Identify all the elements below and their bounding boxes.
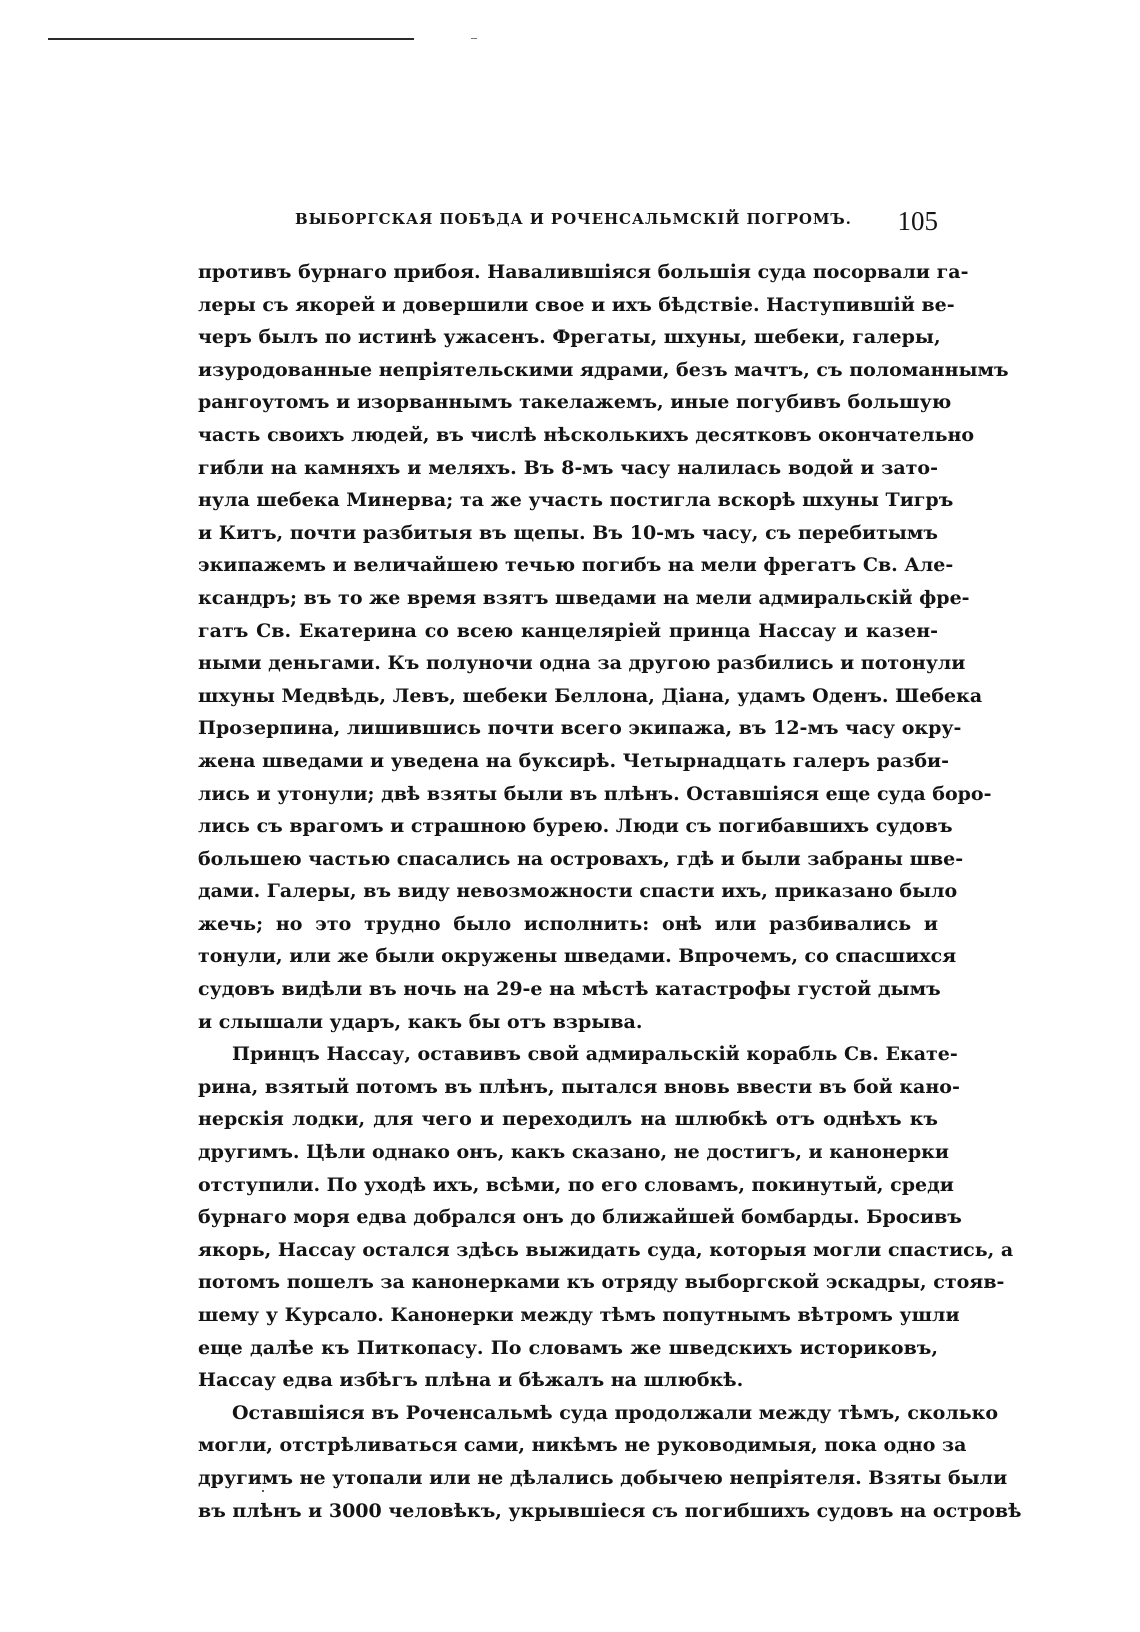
text-line: ными деньгами. Къ полуночи одна за другою разбились и потонули: [198, 652, 966, 675]
text-line: рина, взятый потомъ въ плѣнъ, пытался вновь ввести въ бой кано-: [198, 1075, 960, 1098]
text-line: бурнаго моря едва добрался онъ до ближайшей бомбарды. Бросивъ: [198, 1206, 962, 1229]
text-line: изуродованные непріятельскими ядрами, безъ мачтъ, съ поломаннымъ: [198, 358, 1009, 381]
text-line: другимъ не утопали или не дѣлались добычею непріятеля. Взяты были: [198, 1466, 1008, 1489]
text-line: шхуны Медвѣдь, Левъ, шебеки Беллона, Діана, удамъ Оденъ. Шебека: [198, 684, 983, 707]
text-line: шему у Курсало. Канонерки между тѣмъ попутнымъ вѣтромъ ушли: [198, 1304, 960, 1326]
text-line: гатъ Св. Екатерина со всею канцеляріей принца Нассау и казен-: [198, 619, 938, 642]
running-head: [295, 206, 938, 240]
text-line: противъ бурнаго прибоя. Навалившіяся большія суда посорвали га-: [198, 261, 969, 283]
body-text: [198, 256, 1022, 1527]
page-number: 105: [897, 206, 938, 236]
text-line: Оставшіяся въ Роченсальмѣ суда продолжали между тѣмъ, сколько: [232, 1401, 999, 1424]
text-line: черъ былъ по истинѣ ужасенъ. Фрегаты, шхуны, шебеки, галеры,: [198, 326, 941, 349]
text-line: большею частью спасались на островахъ, гдѣ и были забраны шве-: [198, 847, 964, 870]
scan-speck: [262, 1490, 264, 1492]
text-line: жечь; но это трудно было исполнить: онѣ или разбивались и: [198, 912, 938, 935]
text-line: нула шебека Минерва; та же участь постигла вскорѣ шхуны Тигръ: [198, 489, 954, 512]
text-line: въ плѣнъ и 3000 человѣкъ, укрывшіеся съ погибшихъ судовъ на островѣ: [198, 1499, 1022, 1522]
text-line: Принцъ Нассау, оставивъ свой адмиральскій корабль Св. Екате-: [232, 1043, 958, 1066]
text-line: судовъ видѣли въ ночь на 29-е на мѣстѣ катастрофы густой дымъ: [198, 978, 941, 1001]
text-line: другимъ. Цѣли однако онъ, какъ сказано, не достигъ, и канонерки: [198, 1141, 949, 1164]
text-line: и Китъ, почти разбитыя въ щепы. Въ 10-мъ часу, съ перебитымъ: [198, 521, 938, 544]
text-line: леры съ якорей и довершили свое и ихъ бѣдствіе. Наступившій ве-: [198, 293, 955, 316]
text-line: тонули, или же были окружены шведами. Впрочемъ, со спасшихся: [198, 945, 957, 968]
text-line: еще далѣе къ Питкопасу. По словамъ же шведскихъ историковъ,: [198, 1336, 938, 1359]
text-line: дами. Галеры, въ виду невозможности спасти ихъ, приказано было: [198, 880, 958, 903]
text-line: лись съ врагомъ и страшною бурею. Люди съ погибавшихъ судовъ: [198, 815, 953, 838]
text-line: рангоутомъ и изорваннымъ такелажемъ, иные погубивъ большую: [198, 391, 952, 414]
text-line: жена шведами и уведена на буксирѣ. Четырнадцать галеръ разби-: [198, 749, 950, 772]
text-line: Прозерпина, лишившись почти всего экипажа, въ 12-мъ часу окру-: [198, 717, 962, 740]
text-line: якорь, Нассау остался здѣсь выжидать суда, которыя могли спастись, а: [198, 1238, 1014, 1261]
text-line: ксандръ; въ то же время взятъ шведами на мели адмиральскій фре-: [198, 586, 970, 609]
text-line: Нассау едва избѣгъ плѣна и бѣжалъ на шлюбкѣ.: [198, 1369, 744, 1392]
scan-mark: [471, 38, 477, 39]
text-line: лись и утонули; двѣ взяты были въ плѣнъ. Оставшіяся еще суда боро-: [198, 782, 992, 805]
text-line: могли, отстрѣливаться сами, никѣмъ не руководимыя, пока одно за: [198, 1434, 967, 1457]
text-line: нерскія лодки, для чего и переходилъ на шлюбкѣ отъ однѣхъ къ: [198, 1108, 938, 1131]
text-line: гибли на камняхъ и меляхъ. Въ 8-мъ часу налилась водой и зато-: [198, 456, 938, 479]
text-line: отступили. По уходѣ ихъ, всѣми, по его словамъ, покинутый, среди: [198, 1173, 954, 1196]
text-line: экипажемъ и величайшею течью погибъ на мели фрегатъ Св. Але-: [198, 554, 954, 577]
text-line: часть своихъ людей, въ числѣ нѣсколькихъ десятковъ окончательно: [198, 423, 975, 446]
text-line: и слышали ударъ, какъ бы отъ взрыва.: [198, 1010, 643, 1033]
text-line: потомъ пошелъ за канонерками къ отряду выборгской эскадры, стояв-: [198, 1271, 1005, 1294]
top-rule-divider: [48, 38, 414, 40]
running-title: ВЫБОРГСКАЯ ПОБѢДА И РОЧЕНСАЛЬМСКІЙ ПОГРОМЪ.: [295, 210, 852, 228]
